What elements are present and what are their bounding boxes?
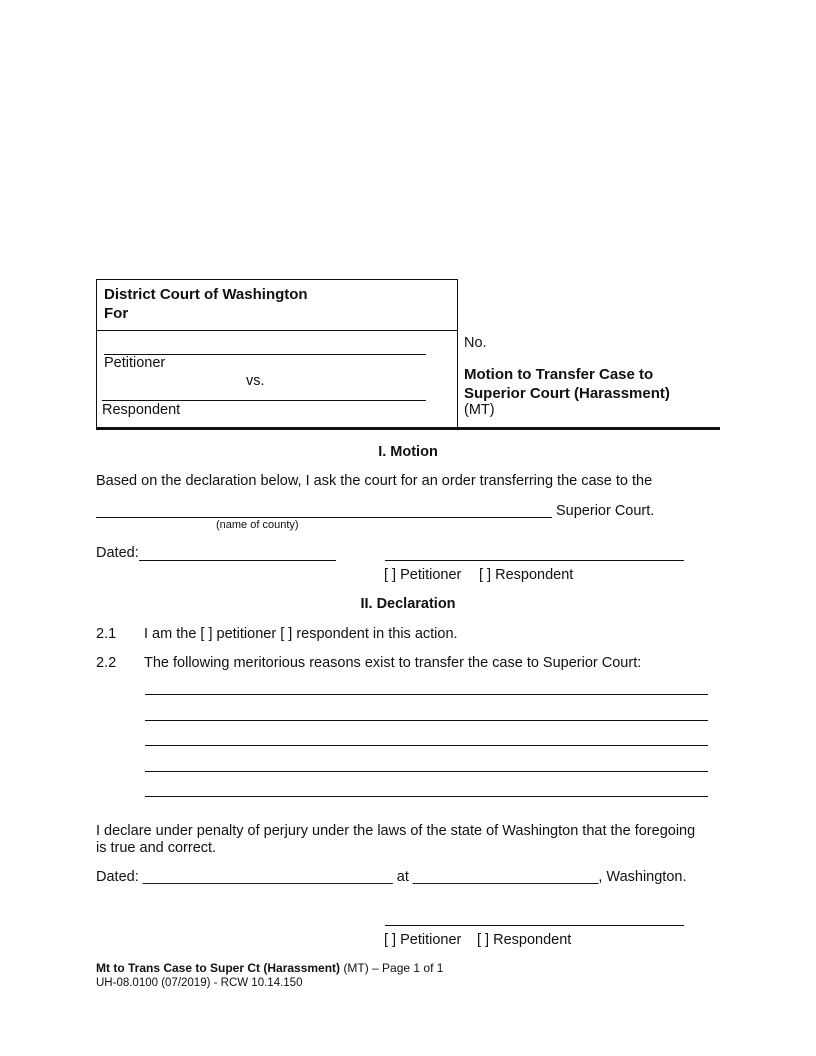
motion-signature-line[interactable] [385, 560, 684, 561]
county-caption: (name of county) [216, 519, 299, 531]
form-code: (MT) [464, 402, 495, 418]
respondent-name-line[interactable] [102, 400, 426, 401]
perjury-statement-line2: is true and correct. [96, 840, 217, 856]
reasons-line[interactable] [145, 694, 708, 695]
superior-court-label: Superior Court. [556, 503, 655, 519]
declaration-heading: II. Declaration [360, 596, 456, 612]
declaration-signature-line[interactable] [385, 925, 684, 926]
reasons-line[interactable] [145, 796, 708, 797]
motion-date-line[interactable] [139, 560, 336, 561]
form-title [464, 365, 670, 403]
item-2-2-text: The following meritorious reasons exist to transfer the case to Superior Court: [144, 655, 642, 671]
perjury-statement [96, 823, 695, 857]
reasons-line[interactable] [145, 771, 708, 772]
declaration-respondent-checkbox[interactable]: [ ] Respondent [477, 932, 572, 948]
declaration-petitioner-checkbox[interactable]: [ ] Petitioner [384, 932, 462, 948]
motion-petitioner-checkbox[interactable]: [ ] Petitioner [384, 567, 462, 583]
court-name-cell [97, 280, 457, 331]
court-name-line1: District Court of Washington [104, 286, 308, 303]
reasons-line[interactable] [145, 720, 708, 721]
court-name-line2: For [104, 305, 129, 322]
form-title-line2: Superior Court (Harassment) [464, 385, 670, 402]
footer-title [96, 961, 443, 975]
footer-title-rest: (MT) – Page 1 of 1 [340, 961, 444, 975]
respondent-label: Respondent [102, 402, 181, 418]
item-2-1-text[interactable]: I am the [ ] petitioner [ ] respondent in this action. [144, 626, 458, 642]
motion-heading: I. Motion [378, 444, 438, 460]
footer-form-code: UH-08.0100 (07/2019) - RCW 10.14.150 [96, 977, 303, 989]
vs-label: vs. [246, 373, 265, 389]
motion-respondent-checkbox[interactable]: [ ] Respondent [479, 567, 574, 583]
caption-divider [96, 427, 720, 430]
item-2-2-number: 2.2 [96, 655, 117, 671]
footer-title-bold: Mt to Trans Case to Super Ct (Harassment) [96, 961, 341, 975]
motion-dated-label: Dated: [96, 545, 139, 561]
motion-text: Based on the declaration below, I ask the court for an order transferring the case to the [96, 473, 653, 489]
case-number-label: No. [464, 335, 487, 351]
county-name-line[interactable] [96, 517, 552, 518]
item-2-1-number: 2.1 [96, 626, 117, 642]
petitioner-label: Petitioner [104, 355, 166, 371]
reasons-line[interactable] [145, 745, 708, 746]
perjury-statement-line1: I declare under penalty of perjury under the laws of the state of Washington that the foregoing [96, 823, 696, 839]
court-name [104, 285, 308, 323]
declaration-dated-line[interactable]: Dated: _______________________________ at _______________________, Washington. [96, 869, 687, 885]
form-title-line1: Motion to Transfer Case to [464, 366, 654, 383]
